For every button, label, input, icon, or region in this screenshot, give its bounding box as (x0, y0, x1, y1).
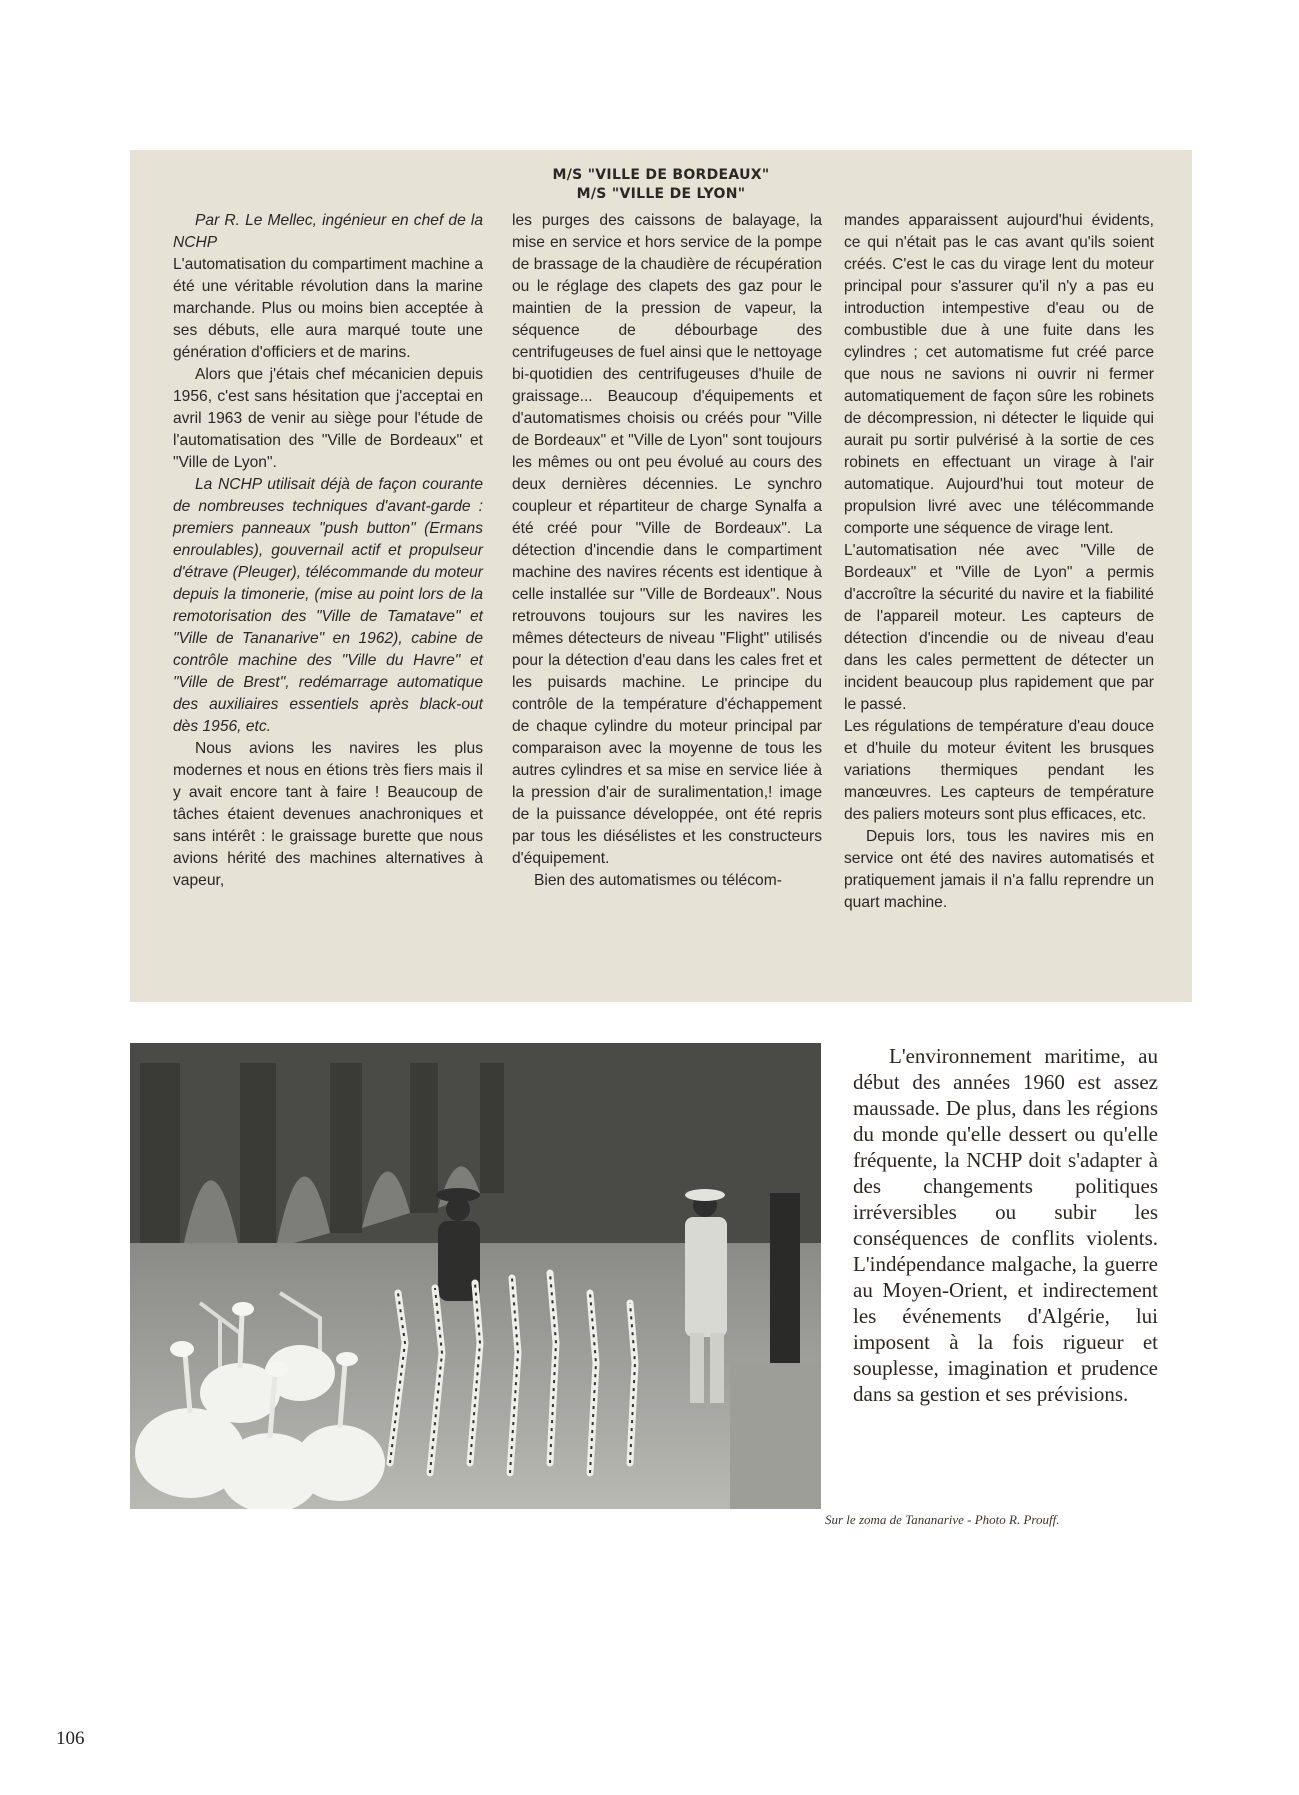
text-column-3 (844, 210, 1154, 914)
paragraph: Les régulations de température d'eau douce et d'huile du moteur évitent les brusques variations thermiques pendant les manœuvres. Les capteurs de température des paliers moteurs sont plus efficaces, etc. (844, 718, 1154, 823)
intro-paragraph: L'environnement maritime, au début des années 1960 est assez maussade. De plus, dans les régions du monde qu'elle dessert ou qu'elle fréquente, la NCHP doit s'adapter à des changements politiques irréversibles ou subir les conséquences de conflits violents. L'indépendance malgache, la guerre au Moyen-Orient, et indirectement les événements d'Algérie, lui imposent à la fois rigueur et souplesse, imagination et prudence dans sa gestion et ses prévisions. (853, 1044, 1158, 1406)
paragraph: Depuis lors, tous les navires mis en service ont été des navires automatisés et pratiquement jamais il n'a fallu reprendre un quart machine. (844, 828, 1154, 911)
intro-text (853, 1043, 1158, 1407)
market-photo (130, 1043, 821, 1509)
text-column-1 (173, 210, 483, 892)
text-column-2 (512, 210, 822, 892)
paragraph: L'automatisation née avec "Ville de Bordeaux" et "Ville de Lyon" a permis d'accroître la sécurité du navire et la fiabilité de l'appareil moteur. Les capteurs de détection d'incendie ou de niveau d'eau dans les cales permettent de détecter un incident beaucoup plus rapidement que par le passé. (844, 542, 1154, 713)
paragraph: les purges des caissons de balayage, la mise en service et hors service de la pompe de brassage de la chaudière de récupération ou le réglage des clapets des gaz pour le maintien de la pression de vapeur, la séquence de débourbage des centrifugeuses de fuel ainsi que le nettoyage bi-quotidien des centrifugeuses d'huile de graissage... Beaucoup d'équipements et d'automatismes choisis ou créés pour "Ville de Bordeaux" et "Ville de Lyon" sont toujours les mêmes ou ont peu évolué au cours des deux dernières décennies. Le synchro coupleur et répartiteur de charge Synalfa a été créé pour "Ville de Bordeaux". La détection d'incendie dans le compartiment machine des navires récents est identique à celle installée sur "Ville de Bordeaux". Nous retrouvons toujours sur les navires les mêmes détecteurs de niveau "Flight" utilisés pour la détection d'eau dans les cales fret et les puisards machine. Le principe du contrôle de la température d'échappement de chaque cylindre du moteur principal par comparaison avec la moyenne de tous les autres cylindres et sa mise en service liée à la pression d'air de suralimentation,! image de la puissance développée, ont été repris par tous les diésélistes et les constructeurs d'équipement. (512, 212, 822, 867)
paragraph: La NCHP utilisait déjà de façon courante de nombreuses techniques d'avant-garde : premiers panneaux "push button" (Ermans enroulables), gouvernail actif et propulseur d'étrave (Pleuger), télécommande du moteur depuis la timonerie, (mise au point lors de la remotorisation des "Ville de Tamatave" et "Ville de Tananarive" en 1962), cabine de contrôle machine des "Ville du Havre" et "Ville de Brest", redémarrage automatique des auxiliaires essentiels après black-out dès 1956, etc. (173, 476, 483, 735)
photo-caption: Sur le zoma de Tananarive - Photo R. Prouff. (825, 1512, 1060, 1527)
page-number: 106 (56, 1728, 85, 1749)
paragraph: L'automatisation du compartiment machine a été une véritable révolution dans la marine marchande. Plus ou moins bien acceptée à ses débuts, elle aura marqué toute une génération d'officiers et de marins. (173, 256, 483, 361)
heading-line-1: M/S "VILLE DE BORDEAUX" (552, 167, 770, 183)
paragraph: Nous avions les navires les plus modernes et nous en étions très fiers mais il y avait encore tant à faire ! Beaucoup de tâches étaient devenues anachroniques et sans intérêt : le graissage burette que nous avions hérité des machines alternatives à vapeur, (173, 740, 483, 889)
article-heading (130, 166, 1192, 204)
paragraph: Bien des automatismes ou télécom- (534, 872, 782, 889)
paragraph: Alors que j'étais chef mécanicien depuis 1956, c'est sans hésitation que j'acceptai en avril 1963 de venir au siège pour l'étude de l'automatisation des "Ville de Bordeaux" et "Ville de Lyon". (173, 366, 483, 471)
byline: Par R. Le Mellec, ingénieur en chef de la NCHP (173, 212, 483, 251)
heading-line-2: M/S "VILLE DE LYON" (576, 186, 746, 202)
market-photo-illustration (130, 1043, 821, 1509)
paragraph: mandes apparaissent aujourd'hui évidents, ce qui n'était pas le cas avant qu'ils soient créés. C'est le cas du virage lent du moteur principal pour s'assurer qu'il n'y a pas eu introduction intempestive d'eau ou de combustible due à une fuite dans les cylindres ; cet automatisme fut créé parce que nous ne savions ni ouvrir ni fermer automatiquement de façon sûre les robinets de décompression, ni détecter le liquide qui aurait pu sortir pulvérisé à la sortie de ces robinets en effectuant un virage à l'air automatique. Aujourd'hui tout moteur de propulsion livré avec une télécommande comporte une séquence de virage lent. (844, 212, 1154, 537)
